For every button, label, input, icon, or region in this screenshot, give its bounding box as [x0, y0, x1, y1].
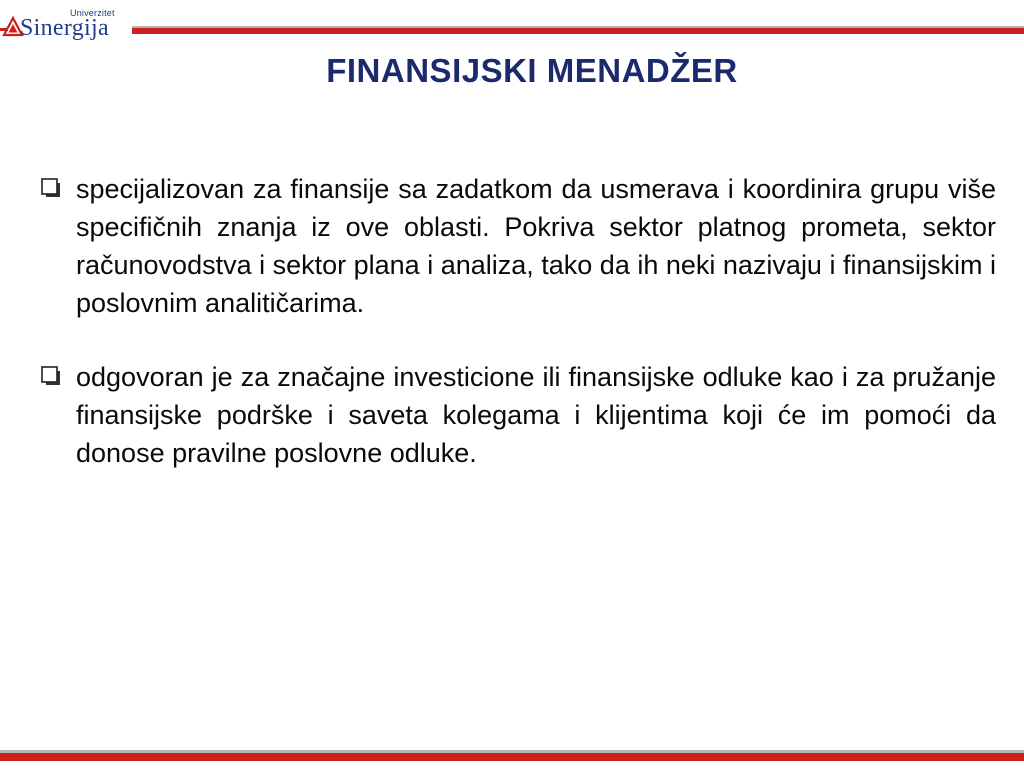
checkbox-square-icon	[40, 178, 66, 200]
bullet-text: odgovoran je za značajne investicione ili finansijske odluke kao i za pružanje finansijske podrške i saveta kolegama i klijentima koji će im pomoći da donose pravilne poslovne odluke.	[76, 362, 996, 468]
footer-rule-red	[0, 753, 1024, 761]
bullet-text: specijalizovan za finansije sa zadatkom da usmerava i koordinira grupu više specifičnih znanja iz ove oblasti. Pokriva sektor platnog prometa, sektor računovodstva i sektor plana i analiza, tako da ih neki nazivaju i finansijskim i poslovnim analitičarima.	[76, 174, 996, 318]
bullet-item	[40, 358, 996, 472]
bullet-list	[40, 170, 996, 508]
bullet-item	[40, 170, 996, 322]
header-rule-left	[0, 28, 8, 31]
header-rule-red	[132, 28, 1024, 34]
slide-title: FINANSIJSKI MENADŽER	[326, 52, 738, 89]
checkbox-square-icon	[40, 366, 66, 388]
logo-small-text: Univerzitet	[70, 8, 115, 18]
university-logo	[2, 6, 130, 42]
logo-brand-text: Sinergija	[20, 15, 109, 41]
